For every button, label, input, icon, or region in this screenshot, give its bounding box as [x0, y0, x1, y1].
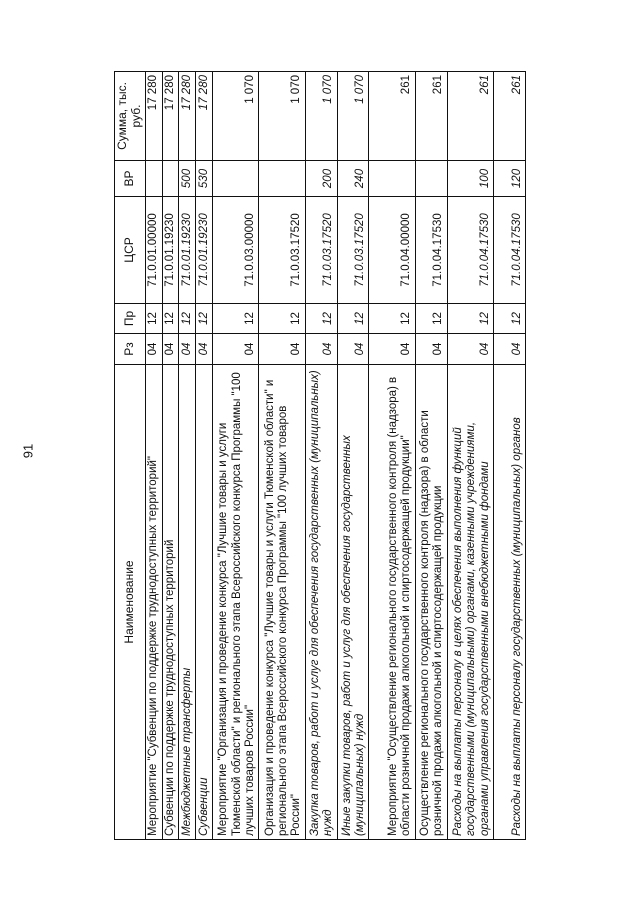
row-vr: 500 — [179, 161, 196, 197]
row-pr: 12 — [196, 304, 213, 334]
row-vr — [213, 161, 259, 197]
row-pr: 12 — [493, 304, 525, 334]
row-sum: 261 — [369, 72, 415, 161]
row-pr: 12 — [179, 304, 196, 334]
row-sum: 1 070 — [337, 72, 369, 161]
row-pr: 12 — [337, 304, 369, 334]
row-csr: 71.0.01.00000 — [145, 197, 162, 304]
row-pr: 12 — [369, 304, 415, 334]
row-pr: 12 — [259, 304, 305, 334]
header-sum: Сумма, тыс. руб. — [115, 72, 146, 161]
budget-table — [114, 71, 526, 840]
row-rz: 04 — [213, 334, 259, 365]
row-vr: 530 — [196, 161, 213, 197]
row-pr: 12 — [415, 304, 447, 334]
row-csr: 71.0.01.19230 — [196, 197, 213, 304]
row-vr: 100 — [447, 161, 493, 197]
row-name: Мероприятие "Субвенции по поддержке труднодоступных территорий" — [145, 365, 162, 840]
row-vr: 120 — [493, 161, 525, 197]
row-name: Иные закупки товаров, работ и услуг для обеспечения государственных (муниципальных) нужд — [337, 365, 369, 840]
row-sum: 1 070 — [213, 72, 259, 161]
row-vr — [415, 161, 447, 197]
row-vr: 200 — [305, 161, 337, 197]
row-csr: 71.0.04.00000 — [369, 197, 415, 304]
table-row — [493, 72, 525, 840]
table-row — [447, 72, 493, 840]
row-csr: 71.0.03.00000 — [213, 197, 259, 304]
row-rz: 04 — [162, 334, 179, 365]
row-name: Расходы на выплаты персоналу государственных (муниципальных) органов — [493, 365, 525, 840]
row-vr — [369, 161, 415, 197]
row-sum: 17 280 — [145, 72, 162, 161]
row-name: Мероприятие "Организация и проведение конкурса "Лучшие товары и услуги Тюменской области" и регионального этапа Всероссийского конкурса Программы "100 лучших товаров России" — [213, 365, 259, 840]
row-vr — [259, 161, 305, 197]
header-rz: Рз — [115, 334, 146, 365]
row-sum: 1 070 — [259, 72, 305, 161]
row-sum: 1 070 — [305, 72, 337, 161]
table-row — [415, 72, 447, 840]
row-vr: 240 — [337, 161, 369, 197]
row-rz: 04 — [259, 334, 305, 365]
row-vr — [145, 161, 162, 197]
row-name: Межбюджетные трансферты — [179, 365, 196, 840]
row-rz: 04 — [179, 334, 196, 365]
row-sum: 17 280 — [162, 72, 179, 161]
row-rz: 04 — [415, 334, 447, 365]
row-name: Организация и проведение конкурса "Лучшие товары и услуги Тюменской области" и регионального этапа Всероссийского конкурса Программы "100 лучших товаров России" — [259, 365, 305, 840]
table-row — [259, 72, 305, 840]
row-pr: 12 — [145, 304, 162, 334]
row-pr: 12 — [213, 304, 259, 334]
row-rz: 04 — [305, 334, 337, 365]
table-row — [305, 72, 337, 840]
row-csr: 71.0.04.17530 — [493, 197, 525, 304]
page-number: 91 — [20, 443, 36, 459]
row-name: Мероприятие "Осуществление регионального государственного контроля (надзора) в области розничной продажи алкогольной и спиртосодержащей продукции" — [369, 365, 415, 840]
row-csr: 71.0.03.17520 — [337, 197, 369, 304]
row-rz: 04 — [369, 334, 415, 365]
rotated-content — [114, 72, 526, 840]
row-sum: 261 — [447, 72, 493, 161]
table-row — [162, 72, 179, 840]
row-name: Расходы на выплаты персоналу в целях обеспечения выполнения функций государственными (муниципальными) органами, казенными учреждениями, органами управления государственными внебюджетными фондами — [447, 365, 493, 840]
row-csr: 71.0.03.17520 — [305, 197, 337, 304]
row-sum: 17 280 — [196, 72, 213, 161]
row-name: Субвенции — [196, 365, 213, 840]
row-rz: 04 — [493, 334, 525, 365]
document-frame — [114, 72, 526, 840]
row-vr — [162, 161, 179, 197]
row-csr: 71.0.04.17530 — [415, 197, 447, 304]
header-csr: ЦСР — [115, 197, 146, 304]
table-row — [337, 72, 369, 840]
table-row — [145, 72, 162, 840]
row-name: Осуществление регионального государственного контроля (надзора) в области розничной продажи алкогольной и спиртосодержащей продукции — [415, 365, 447, 840]
row-sum: 261 — [415, 72, 447, 161]
row-sum: 17 280 — [179, 72, 196, 161]
row-sum: 261 — [493, 72, 525, 161]
table-header-row — [115, 72, 146, 840]
row-csr: 71.0.01.19230 — [162, 197, 179, 304]
row-rz: 04 — [196, 334, 213, 365]
row-pr: 12 — [162, 304, 179, 334]
row-rz: 04 — [337, 334, 369, 365]
row-rz: 04 — [145, 334, 162, 365]
header-pr: Пр — [115, 304, 146, 334]
row-pr: 12 — [447, 304, 493, 334]
table-row — [179, 72, 196, 840]
table-row — [369, 72, 415, 840]
row-csr: 71.0.03.17520 — [259, 197, 305, 304]
header-name: Наименование — [115, 365, 146, 840]
row-csr: 71.0.01.19230 — [179, 197, 196, 304]
table-row — [213, 72, 259, 840]
row-name: Закупка товаров, работ и услуг для обеспечения государственных (муниципальных) нужд — [305, 365, 337, 840]
row-name: Субвенции по поддержке труднодоступных территорий — [162, 365, 179, 840]
row-csr: 71.0.04.17530 — [447, 197, 493, 304]
row-rz: 04 — [447, 334, 493, 365]
row-pr: 12 — [305, 304, 337, 334]
table-row — [196, 72, 213, 840]
header-vr: ВР — [115, 161, 146, 197]
